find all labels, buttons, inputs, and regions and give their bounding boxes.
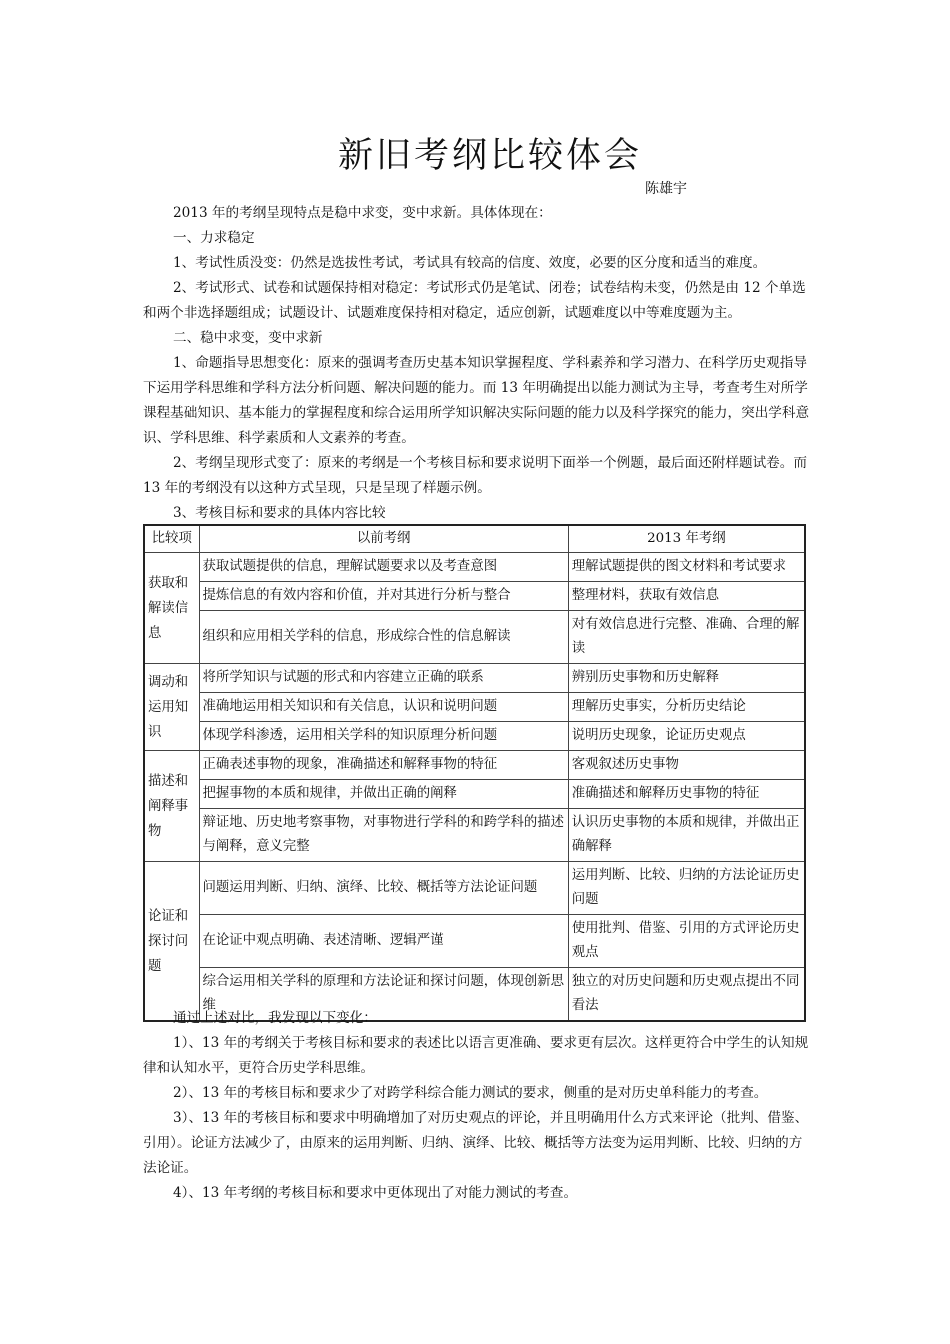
new-cell: 理解历史事实，分析历史结论 [568, 693, 805, 722]
old-cell: 获取试题提供的信息，理解试题要求以及考查意图 [199, 553, 568, 582]
old-cell: 将所学知识与试题的形式和内容建立正确的联系 [199, 664, 568, 693]
conclusion-item-2: 2）、13 年的考核目标和要求少了对跨学科综合能力测试的要求，侧重的是对历史单科能力的考查。 [173, 1085, 768, 1101]
conclusion-lead: 通过上述对比，我发现以下变化： [173, 1010, 377, 1026]
table-row [144, 780, 805, 809]
group-label: 获取和解读信息 [144, 553, 199, 664]
new-cell: 使用批判、借鉴、引用的方式评论历史观点 [568, 915, 805, 968]
old-cell: 辩证地、历史地考察事物，对事物进行学科的和跨学科的描述与阐释，意义完整 [199, 809, 568, 862]
table-row [144, 664, 805, 693]
document-title: 新旧考纲比较体会 [337, 136, 642, 176]
new-cell: 认识历史事物的本质和规律，并做出正确解释 [568, 809, 805, 862]
new-cell: 理解试题提供的图文材料和考试要求 [568, 553, 805, 582]
new-cell: 辨别历史事物和历史解释 [568, 664, 805, 693]
section-2-heading: 二、稳中求变，变中求新 [173, 330, 323, 346]
new-cell: 客观叙述历史事物 [568, 751, 805, 780]
old-cell: 问题运用判断、归纳、演绎、比较、概括等方法论证问题 [199, 862, 568, 915]
section-1-heading: 一、力求稳定 [173, 230, 255, 246]
new-cell: 整理材料，获取有效信息 [568, 582, 805, 611]
comparison-table [143, 524, 806, 1022]
section-2-item-2: 2、考纲呈现形式变了：原来的考纲是一个考核目标和要求说明下面举一个例题，最后面还附样题试卷。而 13 年的考纲没有以这种方式呈现，只是呈现了样题示例。 [143, 455, 807, 496]
old-cell: 把握事物的本质和规律，并做出正确的阐释 [199, 780, 568, 809]
new-cell: 准确描述和解释历史事物的特征 [568, 780, 805, 809]
header-2013-syllabus: 2013 年考纲 [568, 525, 805, 553]
header-old-syllabus: 以前考纲 [199, 525, 568, 553]
table-header-row [144, 525, 805, 553]
old-cell: 准确地运用相关知识和有关信息，认识和说明问题 [199, 693, 568, 722]
group-label: 调动和运用知识 [144, 664, 199, 751]
old-cell: 综合运用相关学科的原理和方法论证和探讨问题，体现创新思维 [199, 968, 568, 1022]
new-cell: 独立的对历史问题和历史观点提出不同看法 [568, 968, 805, 1022]
group-label: 描述和阐释事物 [144, 751, 199, 862]
table-row [144, 862, 805, 915]
section-2-item-3: 3、考核目标和要求的具体内容比较 [173, 505, 386, 521]
conclusion-item-1: 1）、13 年的考纲关于考核目标和要求的表述比以语言更准确、要求更有层次。这样更符合中学生的认知规律和认知水平，更符合历史学科思维。 [143, 1035, 809, 1076]
intro-paragraph: 2013 年的考纲呈现特点是稳中求变，变中求新。具体体现在： [173, 205, 552, 221]
author-name: 陈雄宇 [645, 181, 687, 197]
upper-body [143, 201, 811, 526]
group-label: 论证和探讨问题 [144, 862, 199, 1022]
table-row [144, 809, 805, 862]
new-cell: 对有效信息进行完整、准确、合理的解读 [568, 611, 805, 664]
section-2-item-1: 1、命题指导思想变化：原来的强调考查历史基本知识掌握程度、学科素养和学习潜力、在科学历史观指导下运用学科思维和学科方法分析问题、解决问题的能力。而 13 年明确提出以能力测试为主导，考查考生对所学课程基础知识、基本能力的掌握程度和综合运用所学知识解决实际问题的能力以及科学探究的能力，突出学科意识、学科思维、科学素质和人文素养的考查。 [143, 355, 810, 446]
new-cell: 说明历史现象，论证历史观点 [568, 722, 805, 751]
section-1-item-1: 1、考试性质没变：仍然是选拔性考试，考试具有较高的信度、效度，必要的区分度和适当的难度。 [173, 255, 767, 271]
table-row [144, 722, 805, 751]
table-row [144, 611, 805, 664]
old-cell: 正确表述事物的现象，准确描述和解释事物的特征 [199, 751, 568, 780]
old-cell: 组织和应用相关学科的信息，形成综合性的信息解读 [199, 611, 568, 664]
table-row [144, 553, 805, 582]
conclusion-item-4: 4）、13 年考纲的考核目标和要求中更体现出了对能力测试的考查。 [173, 1185, 578, 1201]
conclusion-item-3: 3）、13 年的考核目标和要求中明确增加了对历史观点的评论，并且明确用什么方式来评论（批判、借鉴、引用）。论证方法减少了，由原来的运用判断、归纳、演绎、比较、概括等方法变为运用判断、比较、归纳的方法论证。 [143, 1110, 809, 1176]
table-row [144, 915, 805, 968]
section-1-item-2: 2、考试形式、试卷和试题保持相对稳定：考试形式仍是笔试、闭卷；试卷结构未变，仍然是由 12 个单选和两个非选择题组成；试题设计、试题难度保持相对稳定，适应创新，试题难度以中等难度题为主。 [143, 280, 806, 321]
new-cell: 运用判断、比较、归纳的方法论证历史问题 [568, 862, 805, 915]
old-cell: 提炼信息的有效内容和价值，并对其进行分析与整合 [199, 582, 568, 611]
old-cell: 在论证中观点明确、表述清晰、逻辑严谨 [199, 915, 568, 968]
table-row [144, 751, 805, 780]
header-compare-item: 比较项 [144, 525, 199, 553]
table-row [144, 582, 805, 611]
old-cell: 体现学科渗透，运用相关学科的知识原理分析问题 [199, 722, 568, 751]
conclusion-body [143, 1006, 811, 1206]
table-row [144, 693, 805, 722]
